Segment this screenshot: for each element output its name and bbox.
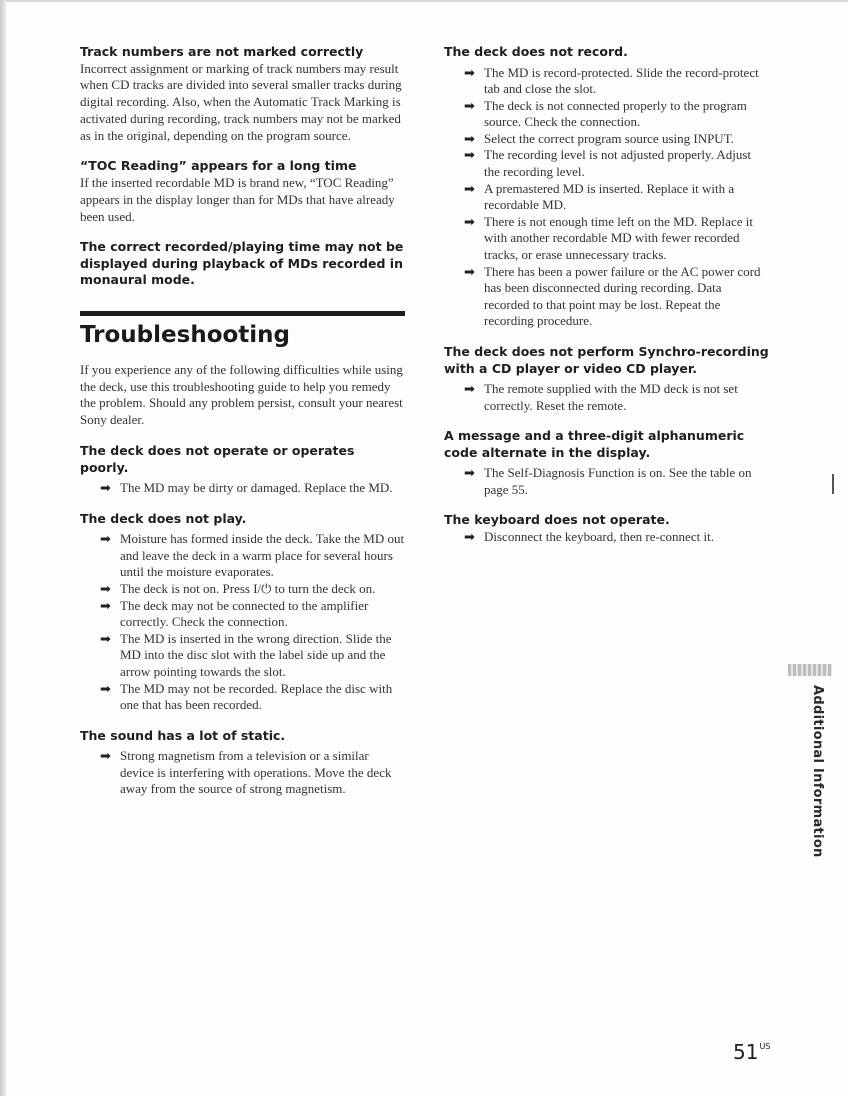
list-message-code [444,465,769,498]
list-item: ➡ The deck may not be connected to the amplifier correctly. Check the connection. [100,597,369,630]
list-item: ➡ Moisture has formed inside the deck. Take the MD out and leave the deck in a warm place for several hours until the moisture evaporates. [100,531,405,580]
arrow-right-icon: ➡ [464,98,475,114]
list-item: ➡ The remote supplied with the MD deck is not set correctly. Reset the remote. [464,381,738,413]
page-binding-edge [0,0,6,1096]
arrow-right-icon: ➡ [464,264,475,280]
list-item: ➡ A premastered MD is inserted. Replace it with a recordable MD. [464,180,735,213]
page-top-edge [0,0,848,2]
list-item: ➡ There is not enough time left on the MD. Replace it with another recordable MD with fewer recorded tracks, or erase unnecessary tracks. [464,213,753,263]
arrow-right-icon: ➡ [100,749,111,765]
list-item: ➡ Strong magnetism from a television or a similar device is interfering with operations. Move the deck away from the source of strong magnetism. [100,748,392,797]
text-toc-reading: If the inserted recordable MD is brand new, “TOC Reading” appears in the display longer than for MDs that have already been used. [80,174,395,224]
list-item: ➡ The MD may be dirty or damaged. Replace the MD. [100,480,393,497]
list-does-not-operate [80,480,405,497]
arrow-right-icon: ➡ [100,681,111,697]
arrow-right-icon: ➡ [464,181,475,197]
heading-does-not-record: The deck does not record. [444,44,628,59]
list-item: ➡ The deck is not connected properly to the program source. Check the connection. [464,97,747,130]
left-column [80,44,405,798]
arrow-right-icon: ➡ [464,214,475,230]
list-item: ➡ The MD may not be recorded. Replace the disc with one that has been recorded. [100,680,393,713]
list-item: ➡ The MD is inserted in the wrong direction. Slide the MD into the disc slot with the label side up and the arrow pointing towards the slot. [100,630,392,679]
list-item: ➡ Disconnect the keyboard, then re-connect it. [464,528,714,545]
text-track-numbers: Incorrect assignment or marking of track numbers may result when CD tracks are divided into several smaller tracks during digital recording. Also, when the Automatic Track Marking is activated during recording, track numbers may not be marked as in the original, depending on the program source. [80,60,402,143]
heading-does-not-operate: The deck does not operate or operates poorly. [80,443,355,475]
arrow-right-icon: ➡ [100,532,111,548]
arrow-right-icon: ➡ [464,148,475,164]
list-synchro-recording [444,381,769,414]
list-keyboard [444,529,769,546]
heading-keyboard: The keyboard does not operate. [444,512,670,528]
side-edge-mark [832,474,834,494]
list-item: ➡ The deck is not on. Press I/⏻ to turn the deck on. [100,580,376,597]
arrow-right-icon: ➡ [100,581,111,597]
list-item: ➡ Select the correct program source using INPUT. [464,130,734,147]
heading-static: The sound has a lot of static. [80,727,286,743]
heading-track-numbers: Track numbers are not marked correctly [80,44,364,59]
list-item: ➡ There has been a power failure or the AC power cord has been disconnected during recording. Data recorded to that point may be lost. Repeat the recording procedure. [464,263,761,329]
list-item: ➡ The Self-Diagnosis Function is on. See the table on page 55. [464,465,752,497]
arrow-right-icon: ➡ [100,598,111,614]
heading-toc-reading: “TOC Reading” appears for a long time [80,158,357,174]
list-does-not-play [80,531,405,714]
list-item: ➡ The recording level is not adjusted properly. Adjust the recording level. [464,147,752,180]
arrow-right-icon: ➡ [464,529,475,545]
heading-does-not-play: The deck does not play. [80,510,247,526]
section-rule [80,311,405,316]
heading-recorded-time: The correct recorded/playing time may not be displayed during playback of MDs recorded in monaural mode. [80,239,404,288]
troubleshooting-intro: If you experience any of the following difficulties while using the deck, use this troubleshooting guide to help you remedy the problem. Should any problem persist, consult your nearest Sony dealer. [80,361,403,428]
side-tab-label: Additional Information [810,685,825,858]
arrow-right-icon: ➡ [100,631,111,647]
heading-synchro-recording: The deck does not perform Synchro-recording with a CD player or video CD player. [444,344,769,376]
list-does-not-record [444,65,769,331]
section-title: Troubleshooting [80,321,291,348]
list-item: ➡ The MD is record-protected. Slide the record-protect tab and close the slot. [464,64,759,97]
page-number: $51^{US}$ [733,1040,771,1064]
arrow-right-icon: ➡ [100,481,111,497]
arrow-right-icon: ➡ [464,131,475,147]
right-column [444,44,769,545]
arrow-right-icon: ➡ [464,65,475,81]
list-static [80,748,405,798]
heading-message-code: A message and a three-digit alphanumeric code alternate in the display. [444,428,745,460]
side-tab-marker [788,664,832,676]
arrow-right-icon: ➡ [464,382,475,397]
arrow-right-icon: ➡ [464,466,475,482]
